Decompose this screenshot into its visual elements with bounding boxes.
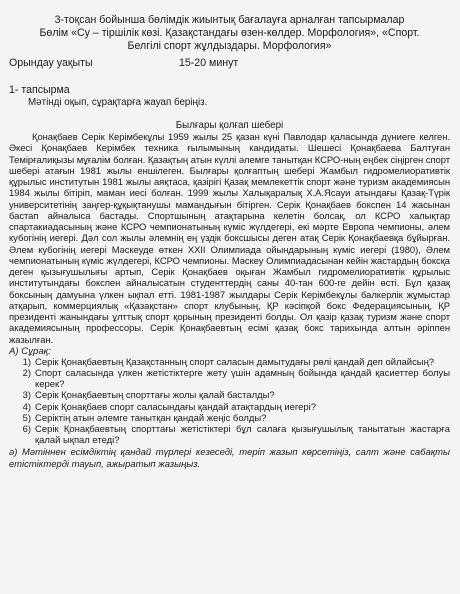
task-1-instruction: Мәтінді оқып, сұрақтарға жауап беріңіз. xyxy=(28,97,208,108)
question-item xyxy=(9,390,450,401)
question-item xyxy=(9,402,450,413)
question-number: 4) xyxy=(22,401,31,413)
header-line-3: Белгілі спорт жұлдыздары. Морфология» xyxy=(127,40,332,52)
header-line-1: 3-тоқсан бойынша бөлімдік жиынтық бағалауға арналған тапсырмалар xyxy=(54,14,405,26)
question-item xyxy=(9,424,450,446)
question-text: Серік Қонақбаевтың спорттағы жолы қалай басталды? xyxy=(35,390,275,402)
question-item xyxy=(9,368,450,390)
text-body: Қонақбаев Серік Керімбекұлы 1959 жылы 25 қазан күні Павлодар қаласында дүниеге келген. Әкесі Қонақбаев Керімбек техника ғылымының кандидаты. Шешесі Қонақбаева Балтуған Темірғалиқызы мұғалім болған. Қазақтың атын күллі әлемге танытқан КСРО-ның еңбек сіңірген спорт шебері атағын 1981 жылы еншілеген. Былғары қолғаптың шебері Жамбыл гидромелиоративтік құрылыс институтын 1981 жылы аяқтаса, қазірігі Қазақ мемлекеттік спорт және туризм академиясын 1984 жылы бітіріп, маман иесі болған. 1999 жылы Халықаралық Х.А.Ясауи атындағы Қазақ-Түрік университетінің заңгер-құқықтанушы мамандығын бітірген. Серік Қонақбаев бокспен 14 жасынан бастап айналыса бастады. Спортшының атақтарына келетін болсақ, ол КСРО халықтар спартакиадасының және КСРО чемпионатының күміс жүлдегері, екі мәрте Европа чемпионы, әлем кубогінің иегері. Дәл сол жылы әлемнің ең үздік боксшысы деген атақ Серік Қонақбаевқа бұйырған. Әлем кубогінің иегері Мәскеуде өткен XXII Олимпиада ойындарының күміс иегері (1980), Әлем чемпионатының күміс жүлдегері, КСРО чемпионы. Мәскеу Олимпиадасынан кейін жастардың боксқа деген қызығушылығы артып, Серік Қонақбаев оқыған Жамбыл гидромелиоративтік құрылыс институтындағы бокспен айналысатын студенттердің саны 40-тан 600-ге дейін өсті. Бұл қазақ боксының дамуына үлкен ықпал етті. 1981-1987 жылдары Серік Керімбекұлы балкерлік жұмыстар атқарып, коммерциялық «Қазақстан» спорт клубының, ҚР кәсіпқой бокс Федерациясының, ҚР президенті жанындағы ұлттық спорт қорының президенті болды. Ол қазір қазақ туризм және спорт академиясының профессоры. Серік Қонақбаевтың есімі қазақ бокс тарихында алтын әріппен жазылған. xyxy=(9,132,450,346)
time-row xyxy=(9,57,450,70)
question-number: 2) xyxy=(22,367,31,379)
question-item xyxy=(9,357,450,368)
question-text: Серік Қонақбаевтың Қазақстанның спорт саласын дамытудағы рөлі қандай деп ойлайсың? xyxy=(35,356,435,368)
question-text: Серік Қонақбаевтың спорттағы жетістіктері бұл салаға қызығушылық танытатын жастарға қалай ықпал етеді? xyxy=(35,423,450,447)
questions-heading: А) Сұрақ: xyxy=(9,345,51,357)
question-text: Серіктің атын әлемге танытқан қандай жеңіс болды? xyxy=(35,412,267,424)
question-number: 3) xyxy=(22,390,31,402)
header-line-2: Бөлім «Су – тіршілік көзі. Қазақстандағы өзен-көлдер. Морфология», «Спорт. xyxy=(39,27,420,39)
question-number: 1) xyxy=(22,356,31,368)
time-label: Орындау уақыты xyxy=(9,57,93,69)
question-number: 6) xyxy=(22,423,31,435)
question-item xyxy=(9,413,450,424)
question-number: 5) xyxy=(22,412,31,424)
task-b-instruction: ә) Мәтіннен есімдіктің қандай түрлері кезеседі, теріп жазып көрсетіңіз, салт және сабақты етістіктерді тауып, ажыратып жазыңыз. xyxy=(9,447,450,470)
question-text: Серік Қонақбаев спорт саласындағы қандай атақтардың иегері? xyxy=(35,401,317,413)
task-1-title: 1- тапсырма xyxy=(9,84,70,96)
question-text: Спорт саласында үлкен жетістіктерге жету үшін адамның бойында қандай қасиеттер болуы керек? xyxy=(35,367,450,391)
text-title: Былғары қолғап шебері xyxy=(175,120,284,131)
worksheet-header xyxy=(9,14,450,53)
questions-list xyxy=(9,357,450,447)
time-value: 15-20 минут xyxy=(179,57,239,69)
